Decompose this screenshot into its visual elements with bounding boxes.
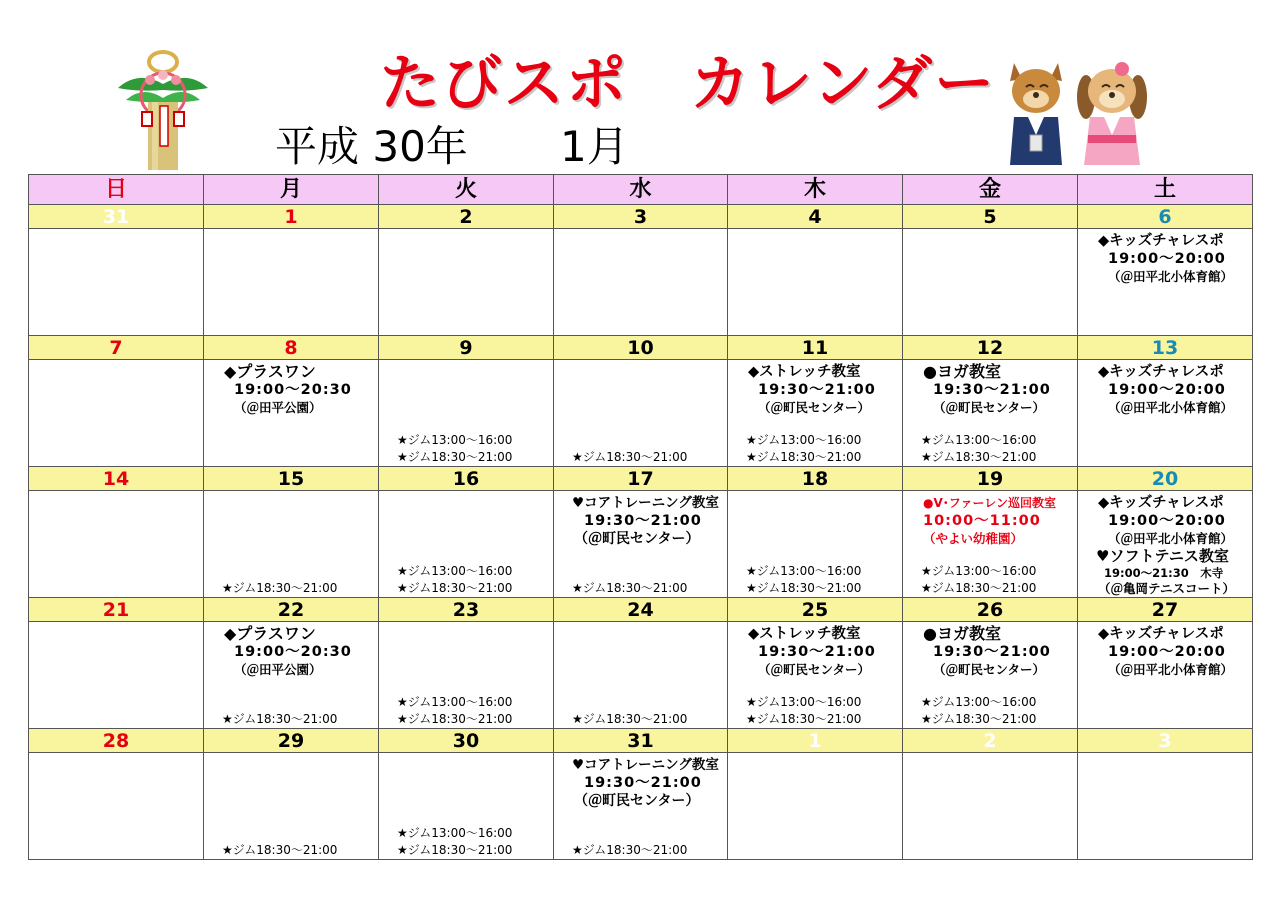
day-cell [1078, 622, 1253, 729]
date-cell: 1 [728, 729, 903, 753]
day-cell [204, 491, 379, 598]
day-cell [204, 622, 379, 729]
day-cell [1078, 229, 1253, 336]
date-cell: 27 [1078, 598, 1253, 622]
date-cell: 5 [903, 205, 1078, 229]
day-cell [554, 491, 728, 598]
era-year-label: 平成 30年 [275, 122, 468, 171]
date-cell: 31 [554, 729, 728, 753]
date-cell: 3 [1078, 729, 1253, 753]
weekday-monday: 月 [204, 175, 379, 205]
day-cell [554, 622, 728, 729]
event-title: ◆キッズチャレスポ [1098, 233, 1224, 249]
event-title: ◆キッズチャレスポ [1098, 626, 1224, 642]
day-cell [379, 622, 554, 729]
date-cell: 10 [554, 336, 728, 360]
date-cell: 26 [903, 598, 1078, 622]
event-time: 19:30〜21:00 [584, 775, 702, 791]
kadomatsu-illustration [108, 40, 218, 175]
event-place: （＠町民センター） [758, 662, 871, 677]
weekday-sunday: 日 [29, 175, 204, 205]
gym-hours: ★ジム13:00〜16:00 [746, 564, 862, 578]
event-place: （＠田平公園） [234, 662, 322, 677]
day-cell [903, 360, 1078, 467]
event-place: （＠田平公園） [234, 400, 322, 415]
day-cell [379, 753, 554, 860]
date-row [29, 205, 1253, 229]
event-place: （やよい幼稚園） [923, 531, 1024, 546]
event-time: 10:00〜11:00 [923, 513, 1041, 529]
gym-hours: ★ジム18:30〜21:00 [572, 712, 688, 726]
date-cell: 11 [728, 336, 903, 360]
gym-hours: ★ジム13:00〜16:00 [397, 826, 513, 840]
date-cell: 12 [903, 336, 1078, 360]
gym-hours: ★ジム18:30〜21:00 [921, 450, 1037, 464]
date-cell: 25 [728, 598, 903, 622]
day-cell [554, 360, 728, 467]
date-cell: 6 [1078, 205, 1253, 229]
date-cell: 2 [379, 205, 554, 229]
gym-hours: ★ジム13:00〜16:00 [746, 695, 862, 709]
event-time: 19:30〜21:00 [758, 382, 876, 398]
gym-hours: ★ジム18:30〜21:00 [222, 843, 338, 857]
gym-hours: ★ジム18:30〜21:00 [397, 712, 513, 726]
date-cell: 19 [903, 467, 1078, 491]
event-place: （＠町民センター） [758, 400, 871, 415]
event-time: 19:00〜20:30 [234, 382, 352, 398]
gym-hours: ★ジム18:30〜21:00 [746, 581, 862, 595]
weekday-thursday: 木 [728, 175, 903, 205]
date-cell: 23 [379, 598, 554, 622]
date-cell: 4 [728, 205, 903, 229]
date-cell: 16 [379, 467, 554, 491]
weekday-saturday: 土 [1078, 175, 1253, 205]
weekday-tuesday: 火 [379, 175, 554, 205]
event-time: 19:30〜21:00 [933, 382, 1051, 398]
event-place: （＠町民センター） [933, 400, 1046, 415]
gym-hours: ★ジム13:00〜16:00 [921, 695, 1037, 709]
day-cell [728, 229, 903, 336]
day-cell [728, 491, 903, 598]
date-cell: 17 [554, 467, 728, 491]
event-time: 19:00〜20:00 [1108, 513, 1226, 529]
dogs-in-kimono-illustration [1000, 55, 1150, 170]
day-cell [29, 360, 204, 467]
event-row [29, 491, 1253, 598]
gym-hours: ★ジム13:00〜16:00 [397, 695, 513, 709]
day-cell [903, 491, 1078, 598]
date-cell: 30 [379, 729, 554, 753]
date-cell: 22 [204, 598, 379, 622]
gym-hours: ★ジム18:30〜21:00 [397, 581, 513, 595]
day-cell [554, 753, 728, 860]
event-row [29, 753, 1253, 860]
date-cell: 2 [903, 729, 1078, 753]
gym-hours: ★ジム18:30〜21:00 [746, 712, 862, 726]
day-cell [1078, 360, 1253, 467]
event-time-second: 19:00〜21:30 木寺 [1104, 566, 1224, 580]
day-cell [728, 753, 903, 860]
day-cell [29, 491, 204, 598]
day-cell [379, 229, 554, 336]
event-title-second: ♥ソフトテニス教室 [1096, 547, 1229, 565]
event-title: ◆プラスワン [224, 362, 316, 381]
gym-hours: ★ジム18:30〜21:00 [572, 843, 688, 857]
date-row [29, 336, 1253, 360]
gym-hours: ★ジム18:30〜21:00 [746, 450, 862, 464]
day-cell [1078, 491, 1253, 598]
weekday-header-row [29, 175, 1253, 205]
event-title: ●ヨガ教室 [923, 362, 1001, 381]
event-place: （＠町民センター） [574, 531, 700, 547]
event-title: ◆キッズチャレスポ [1098, 495, 1224, 511]
date-cell: 29 [204, 729, 379, 753]
day-cell [903, 753, 1078, 860]
event-place: （＠田平北小体育館） [1108, 662, 1234, 677]
date-cell: 8 [204, 336, 379, 360]
date-row [29, 598, 1253, 622]
date-cell: 24 [554, 598, 728, 622]
day-cell [554, 229, 728, 336]
event-title: ◆プラスワン [224, 624, 316, 643]
event-title: ●ヨガ教室 [923, 624, 1001, 643]
day-cell [379, 491, 554, 598]
event-place: （＠町民センター） [933, 662, 1046, 677]
event-title: ◆キッズチャレスポ [1098, 364, 1224, 380]
calendar-title: たびスポ カレンダー [380, 49, 997, 119]
date-cell: 15 [204, 467, 379, 491]
day-cell [728, 622, 903, 729]
event-title: ♥コアトレーニング教室 [572, 757, 719, 773]
event-place-second: （＠亀岡テニスコート） [1098, 581, 1236, 596]
event-title: ◆ストレッチ教室 [748, 626, 861, 642]
day-cell [29, 622, 204, 729]
event-place: （＠田平北小体育館） [1108, 400, 1234, 415]
gym-hours: ★ジム18:30〜21:00 [222, 712, 338, 726]
gym-hours: ★ジム13:00〜16:00 [921, 564, 1037, 578]
gym-hours: ★ジム18:30〜21:00 [572, 450, 688, 464]
day-cell [29, 229, 204, 336]
gym-hours: ★ジム18:30〜21:00 [397, 450, 513, 464]
weekday-wednesday: 水 [554, 175, 728, 205]
date-cell: 1 [204, 205, 379, 229]
gym-hours: ★ジム18:30〜21:00 [572, 581, 688, 595]
date-cell: 21 [29, 598, 204, 622]
day-cell [728, 360, 903, 467]
gym-hours: ★ジム18:30〜21:00 [921, 581, 1037, 595]
event-time: 19:30〜21:00 [933, 644, 1051, 660]
event-place: （＠町民センター） [574, 793, 700, 809]
event-time: 19:00〜20:30 [234, 644, 352, 660]
gym-hours: ★ジム13:00〜16:00 [746, 433, 862, 447]
gym-hours: ★ジム13:00〜16:00 [397, 564, 513, 578]
event-time: 19:00〜20:00 [1108, 382, 1226, 398]
month-label: 1月 [560, 122, 629, 171]
date-row [29, 729, 1253, 753]
event-title: ◆ストレッチ教室 [748, 364, 861, 380]
day-cell [903, 622, 1078, 729]
weekday-friday: 金 [903, 175, 1078, 205]
event-row [29, 622, 1253, 729]
date-cell: 13 [1078, 336, 1253, 360]
date-cell: 28 [29, 729, 204, 753]
date-cell: 3 [554, 205, 728, 229]
gym-hours: ★ジム13:00〜16:00 [921, 433, 1037, 447]
event-place: （＠田平北小体育館） [1108, 269, 1234, 284]
date-row [29, 467, 1253, 491]
day-cell [29, 753, 204, 860]
gym-hours: ★ジム18:30〜21:00 [397, 843, 513, 857]
event-time: 19:00〜20:00 [1108, 251, 1226, 267]
event-time: 19:00〜20:00 [1108, 644, 1226, 660]
event-time: 19:30〜21:00 [584, 513, 702, 529]
date-cell: 7 [29, 336, 204, 360]
day-cell [379, 360, 554, 467]
day-cell [204, 360, 379, 467]
event-title: ●V･ファーレン巡回教室 [923, 496, 1056, 510]
date-cell: 14 [29, 467, 204, 491]
gym-hours: ★ジム13:00〜16:00 [397, 433, 513, 447]
day-cell [903, 229, 1078, 336]
gym-hours: ★ジム18:30〜21:00 [921, 712, 1037, 726]
event-time: 19:30〜21:00 [758, 644, 876, 660]
date-cell: 31 [29, 205, 204, 229]
event-place: （＠田平北小体育館） [1108, 531, 1234, 546]
day-cell [1078, 753, 1253, 860]
date-cell: 18 [728, 467, 903, 491]
event-row [29, 360, 1253, 467]
gym-hours: ★ジム18:30〜21:00 [222, 581, 338, 595]
date-cell: 20 [1078, 467, 1253, 491]
day-cell [204, 229, 379, 336]
day-cell [204, 753, 379, 860]
date-cell: 9 [379, 336, 554, 360]
calendar-grid [28, 174, 1253, 860]
event-row [29, 229, 1253, 336]
event-title: ♥コアトレーニング教室 [572, 495, 719, 511]
